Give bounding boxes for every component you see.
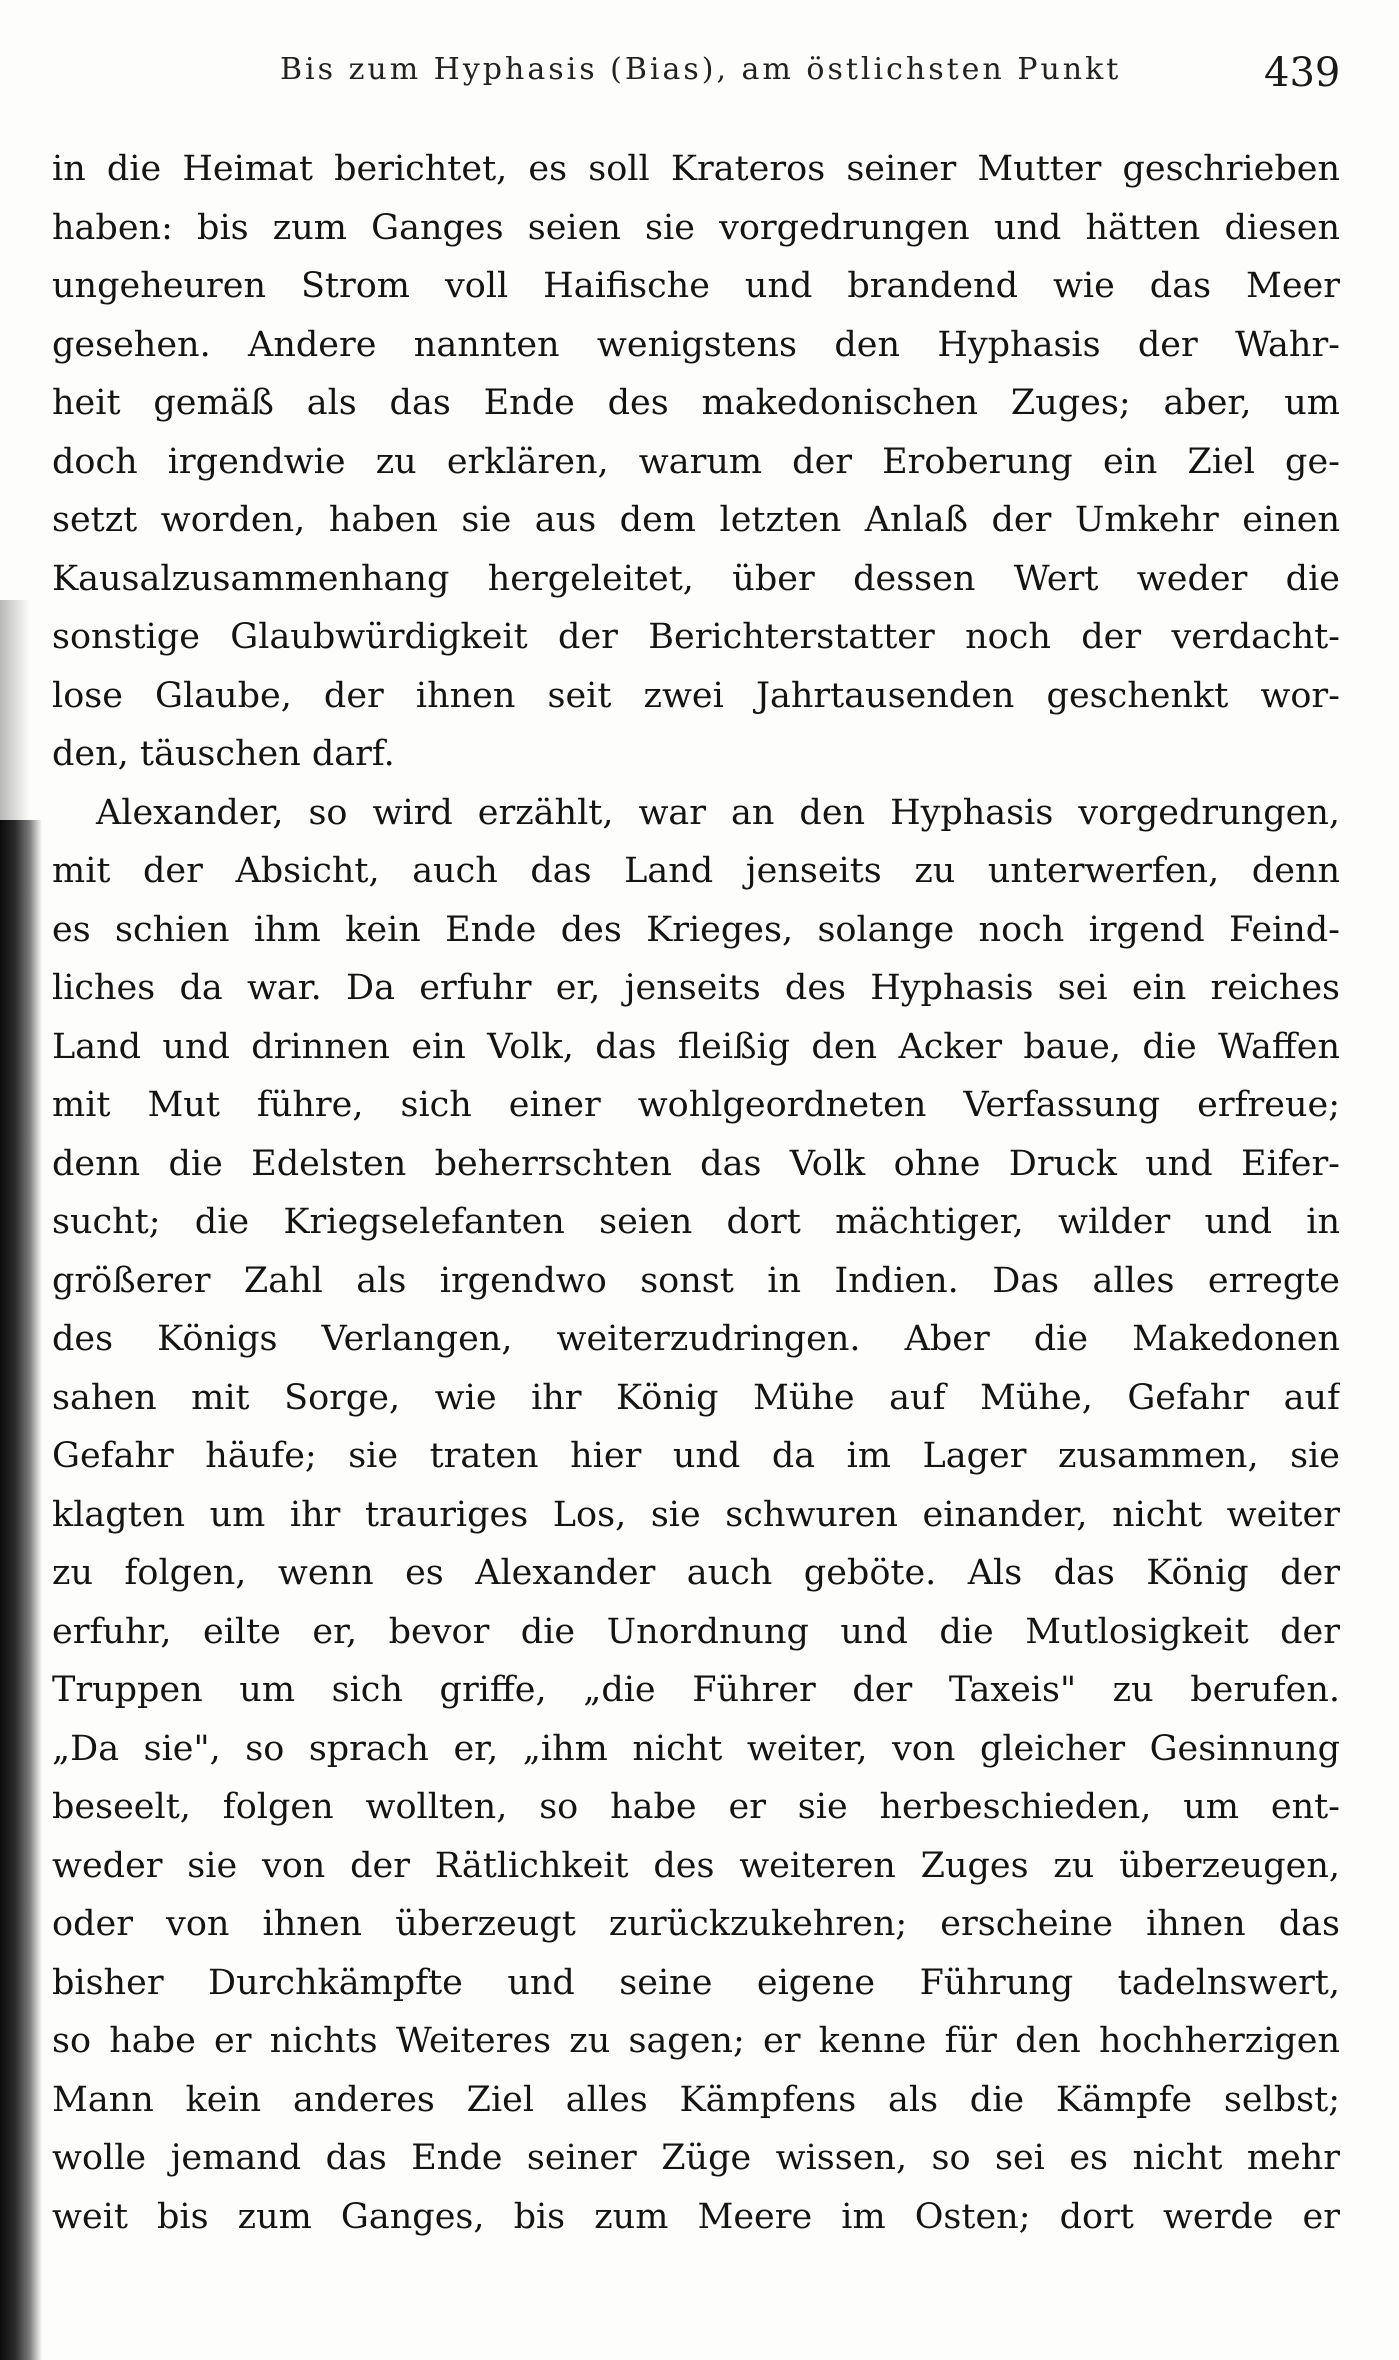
text-line: weit bis zum Ganges, bis zum Meere im Osten; dort werde er — [52, 2196, 1340, 2237]
text-line: haben: bis zum Ganges seien sie vorgedrungen und hätten diesen — [52, 207, 1340, 248]
text-line: Mann kein anderes Ziel alles Kämpfens als die Kämpfe selbst; — [52, 2079, 1340, 2120]
text-line: weder sie von der Rätlichkeit des weiteren Zuges zu überzeugen, — [52, 1845, 1340, 1886]
body-text — [52, 140, 1340, 2246]
text-line: mit Mut führe, sich einer wohlgeordneten Verfassung erfreue; — [52, 1085, 1340, 1125]
text-line: erfuhr, eilte er, bevor die Unordnung und die Mutlosigkeit der — [52, 1611, 1340, 1652]
text-line: des Königs Verlangen, weiterzudringen. Aber die Makedonen — [52, 1319, 1340, 1359]
text-line: denn die Edelsten beherrschten das Volk ohne Druck und Eifer- — [52, 1143, 1340, 1184]
running-head: Bis zum Hyphasis (Bias), am östlichsten Punkt — [280, 52, 1122, 87]
binding-shadow-upper — [0, 600, 30, 840]
text-line: mit der Absicht, auch das Land jenseits zu unterwerfen, denn — [52, 851, 1340, 891]
text-line: bisher Durchkämpfte und seine eigene Führung tadelnswert, — [52, 1962, 1340, 2003]
page-number: 439 — [1264, 50, 1341, 96]
text-line: Truppen um sich griffe, „die Führer der Taxeis" zu berufen. — [52, 1670, 1340, 1710]
binding-shadow — [0, 820, 42, 2360]
text-line: Gefahr häufe; sie traten hier und da im Lager zusammen, sie — [52, 1436, 1340, 1476]
text-line: Land und drinnen ein Volk, das fleißig den Acker baue, die Waffen — [52, 1026, 1340, 1067]
text-line: in die Heimat berichtet, es soll Krateros seiner Mutter geschrieben — [52, 149, 1340, 189]
text-line: sonstige Glaubwürdigkeit der Berichterstatter noch der verdacht- — [52, 617, 1340, 657]
text-line: sahen mit Sorge, wie ihr König Mühe auf Mühe, Gefahr auf — [52, 1377, 1340, 1418]
text-line: es schien ihm kein Ende des Krieges, solange noch irgend Feind- — [52, 909, 1340, 950]
text-line: größerer Zahl als irgendwo sonst in Indien. Das alles erregte — [52, 1260, 1340, 1301]
text-line: so habe er nichts Weiteres zu sagen; er kenne für den hochherzigen — [52, 2021, 1340, 2061]
text-line: „Da sie", so sprach er, „ihm nicht weiter, von gleicher Gesinnung — [52, 1728, 1340, 1769]
text-line: ungeheuren Strom voll Haifische und brandend wie das Meer — [52, 266, 1340, 306]
text-line: setzt worden, haben sie aus dem letzten Anlaß der Umkehr einen — [52, 500, 1340, 540]
text-line: wolle jemand das Ende seiner Züge wissen, so sei es nicht mehr — [52, 2138, 1340, 2178]
paragraph-end-line: den, täuschen darf. — [52, 734, 395, 774]
text-line: sucht; die Kriegselefanten seien dort mächtiger, wilder und in — [52, 1202, 1340, 1242]
text-line: gesehen. Andere nannten wenigstens den Hyphasis der Wahr- — [52, 324, 1340, 365]
text-line: Kausalzusammenhang hergeleitet, über dessen Wert weder die — [52, 558, 1340, 599]
paragraph-start-line: Alexander, so wird erzählt, war an den Hyphasis vorgedrungen, — [96, 792, 1340, 833]
text-line: doch irgendwie zu erklären, warum der Eroberung ein Ziel ge- — [52, 441, 1340, 482]
text-line: liches da war. Da erfuhr er, jenseits des Hyphasis sei ein reiches — [52, 968, 1340, 1008]
text-line: zu folgen, wenn es Alexander auch geböte. Als das König der — [52, 1553, 1340, 1593]
text-line: klagten um ihr trauriges Los, sie schwuren einander, nicht weiter — [52, 1494, 1340, 1535]
text-line: heit gemäß als das Ende des makedonischen Zuges; aber, um — [52, 383, 1340, 423]
text-line: lose Glaube, der ihnen seit zwei Jahrtausenden geschenkt wor- — [52, 675, 1340, 716]
text-line: oder von ihnen überzeugt zurückzukehren; erscheine ihnen das — [52, 1904, 1340, 1944]
text-line: beseelt, folgen wollten, so habe er sie herbeschieden, um ent- — [52, 1787, 1340, 1827]
